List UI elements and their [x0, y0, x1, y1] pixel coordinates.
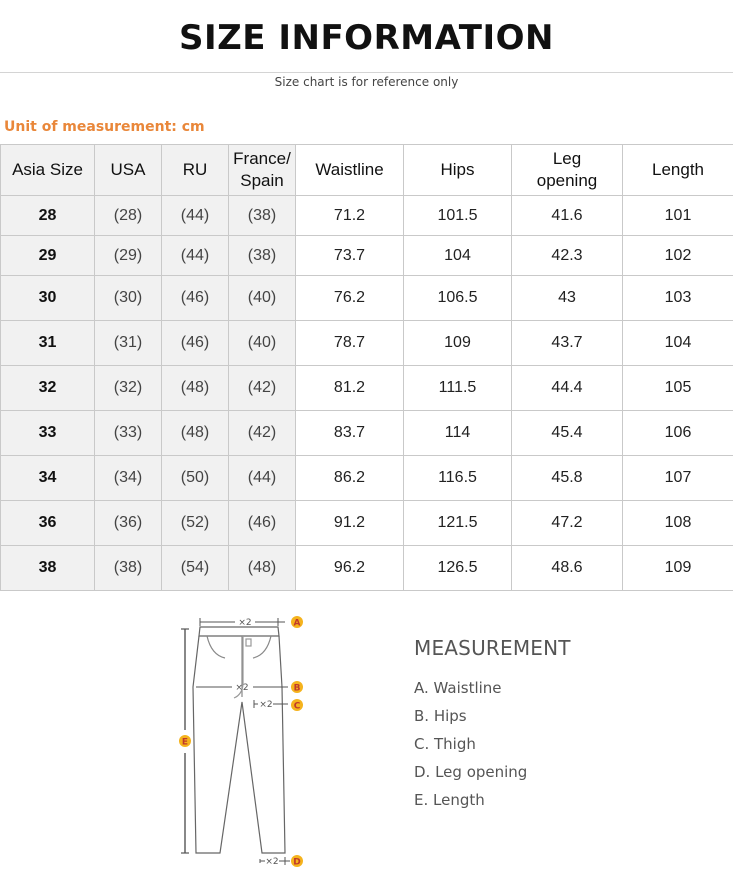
- measurement-item-leg-opening: D. Leg opening: [414, 763, 528, 781]
- column-header: Hips: [404, 145, 512, 196]
- table-cell: 32: [1, 366, 95, 411]
- table-cell: (46): [162, 276, 229, 321]
- table-cell: 109: [404, 321, 512, 366]
- table-cell: (33): [95, 411, 162, 456]
- table-cell: 111.5: [404, 366, 512, 411]
- table-cell: 81.2: [296, 366, 404, 411]
- table-cell: (28): [95, 196, 162, 236]
- table-cell: (44): [162, 196, 229, 236]
- table-cell: (38): [229, 236, 296, 276]
- table-cell: 43: [512, 276, 623, 321]
- title-divider: [0, 72, 733, 73]
- table-row: [1, 196, 733, 236]
- leg-opening-dimension: [260, 855, 303, 868]
- table-cell: 38: [1, 546, 95, 591]
- table-cell: 126.5: [404, 546, 512, 591]
- table-cell: 30: [1, 276, 95, 321]
- table-cell: 76.2: [296, 276, 404, 321]
- table-cell: 29: [1, 236, 95, 276]
- column-header: USA: [95, 145, 162, 196]
- table-cell: (29): [95, 236, 162, 276]
- table-cell: 83.7: [296, 411, 404, 456]
- table-cell: 73.7: [296, 236, 404, 276]
- table-cell: 105: [623, 366, 733, 411]
- table-cell: (48): [229, 546, 296, 591]
- table-cell: (30): [95, 276, 162, 321]
- multiplier-label: ×2: [235, 683, 249, 693]
- table-cell: 86.2: [296, 456, 404, 501]
- table-cell: 34: [1, 456, 95, 501]
- table-cell: 28: [1, 196, 95, 236]
- table-cell: (54): [162, 546, 229, 591]
- table-cell: 47.2: [512, 501, 623, 546]
- column-header: RU: [162, 145, 229, 196]
- measurement-title: MEASUREMENT: [414, 636, 571, 660]
- column-header: Asia Size: [1, 145, 95, 196]
- measurement-item-hips: B. Hips: [414, 707, 467, 725]
- table-cell: 36: [1, 501, 95, 546]
- table-cell: (44): [229, 456, 296, 501]
- table-cell: 33: [1, 411, 95, 456]
- reference-note: Size chart is for reference only: [274, 75, 459, 89]
- table-cell: 101.5: [404, 196, 512, 236]
- table-cell: (40): [229, 276, 296, 321]
- measurement-item-thigh: C. Thigh: [414, 735, 476, 753]
- multiplier-label: ×2: [238, 618, 252, 628]
- table-row: [1, 321, 733, 366]
- table-row: [1, 236, 733, 276]
- table-cell: (42): [229, 366, 296, 411]
- hips-dimension: [196, 681, 303, 694]
- table-cell: 116.5: [404, 456, 512, 501]
- table-header-row: [1, 145, 733, 196]
- table-cell: 48.6: [512, 546, 623, 591]
- table-cell: 103: [623, 276, 733, 321]
- table-row: [1, 501, 733, 546]
- table-cell: 43.7: [512, 321, 623, 366]
- column-header: France/ Spain: [229, 145, 296, 196]
- measurement-item-length: E. Length: [414, 791, 485, 809]
- table-cell: (36): [95, 501, 162, 546]
- table-cell: (52): [162, 501, 229, 546]
- column-header: Length: [623, 145, 733, 196]
- marker-a-label: A: [293, 618, 301, 629]
- table-cell: 91.2: [296, 501, 404, 546]
- marker-b-label: B: [293, 683, 301, 694]
- marker-d-label: D: [293, 857, 301, 868]
- table-cell: (46): [162, 321, 229, 366]
- table-cell: (42): [229, 411, 296, 456]
- table-cell: (48): [162, 411, 229, 456]
- table-cell: 71.2: [296, 196, 404, 236]
- length-dimension: [179, 629, 191, 853]
- trousers-diagram: [170, 605, 320, 870]
- table-cell: 44.4: [512, 366, 623, 411]
- table-cell: (48): [162, 366, 229, 411]
- table-cell: (40): [229, 321, 296, 366]
- trousers-outline: [193, 627, 285, 853]
- table-cell: (44): [162, 236, 229, 276]
- table-cell: (31): [95, 321, 162, 366]
- table-cell: 41.6: [512, 196, 623, 236]
- table-cell: 104: [623, 321, 733, 366]
- thigh-dimension: [254, 699, 303, 712]
- table-cell: 114: [404, 411, 512, 456]
- table-cell: (46): [229, 501, 296, 546]
- table-cell: 109: [623, 546, 733, 591]
- table-cell: 106.5: [404, 276, 512, 321]
- table-row: [1, 276, 733, 321]
- table-cell: 101: [623, 196, 733, 236]
- size-chart-table: [0, 144, 733, 591]
- table-cell: (38): [95, 546, 162, 591]
- table-row: [1, 456, 733, 501]
- table-cell: 107: [623, 456, 733, 501]
- page-title: SIZE INFORMATION: [179, 18, 554, 58]
- multiplier-label: ×2: [265, 857, 279, 867]
- marker-e-label: E: [181, 737, 189, 748]
- column-header: Waistline: [296, 145, 404, 196]
- table-row: [1, 366, 733, 411]
- column-header: Leg opening: [512, 145, 623, 196]
- unit-label: Unit of measurement: cm: [4, 119, 205, 135]
- table-cell: (32): [95, 366, 162, 411]
- table-cell: 31: [1, 321, 95, 366]
- table-cell: (50): [162, 456, 229, 501]
- multiplier-label: ×2: [259, 700, 273, 710]
- table-cell: 106: [623, 411, 733, 456]
- table-row: [1, 546, 733, 591]
- measurement-list: [414, 677, 527, 817]
- table-cell: (38): [229, 196, 296, 236]
- table-cell: 108: [623, 501, 733, 546]
- table-cell: 42.3: [512, 236, 623, 276]
- table-cell: 104: [404, 236, 512, 276]
- table-cell: 96.2: [296, 546, 404, 591]
- marker-c-label: C: [293, 701, 301, 712]
- table-cell: 78.7: [296, 321, 404, 366]
- table-cell: 121.5: [404, 501, 512, 546]
- table-cell: 45.4: [512, 411, 623, 456]
- table-cell: (34): [95, 456, 162, 501]
- table-row: [1, 411, 733, 456]
- measurement-item-waistline: A. Waistline: [414, 679, 502, 697]
- table-cell: 102: [623, 236, 733, 276]
- table-cell: 45.8: [512, 456, 623, 501]
